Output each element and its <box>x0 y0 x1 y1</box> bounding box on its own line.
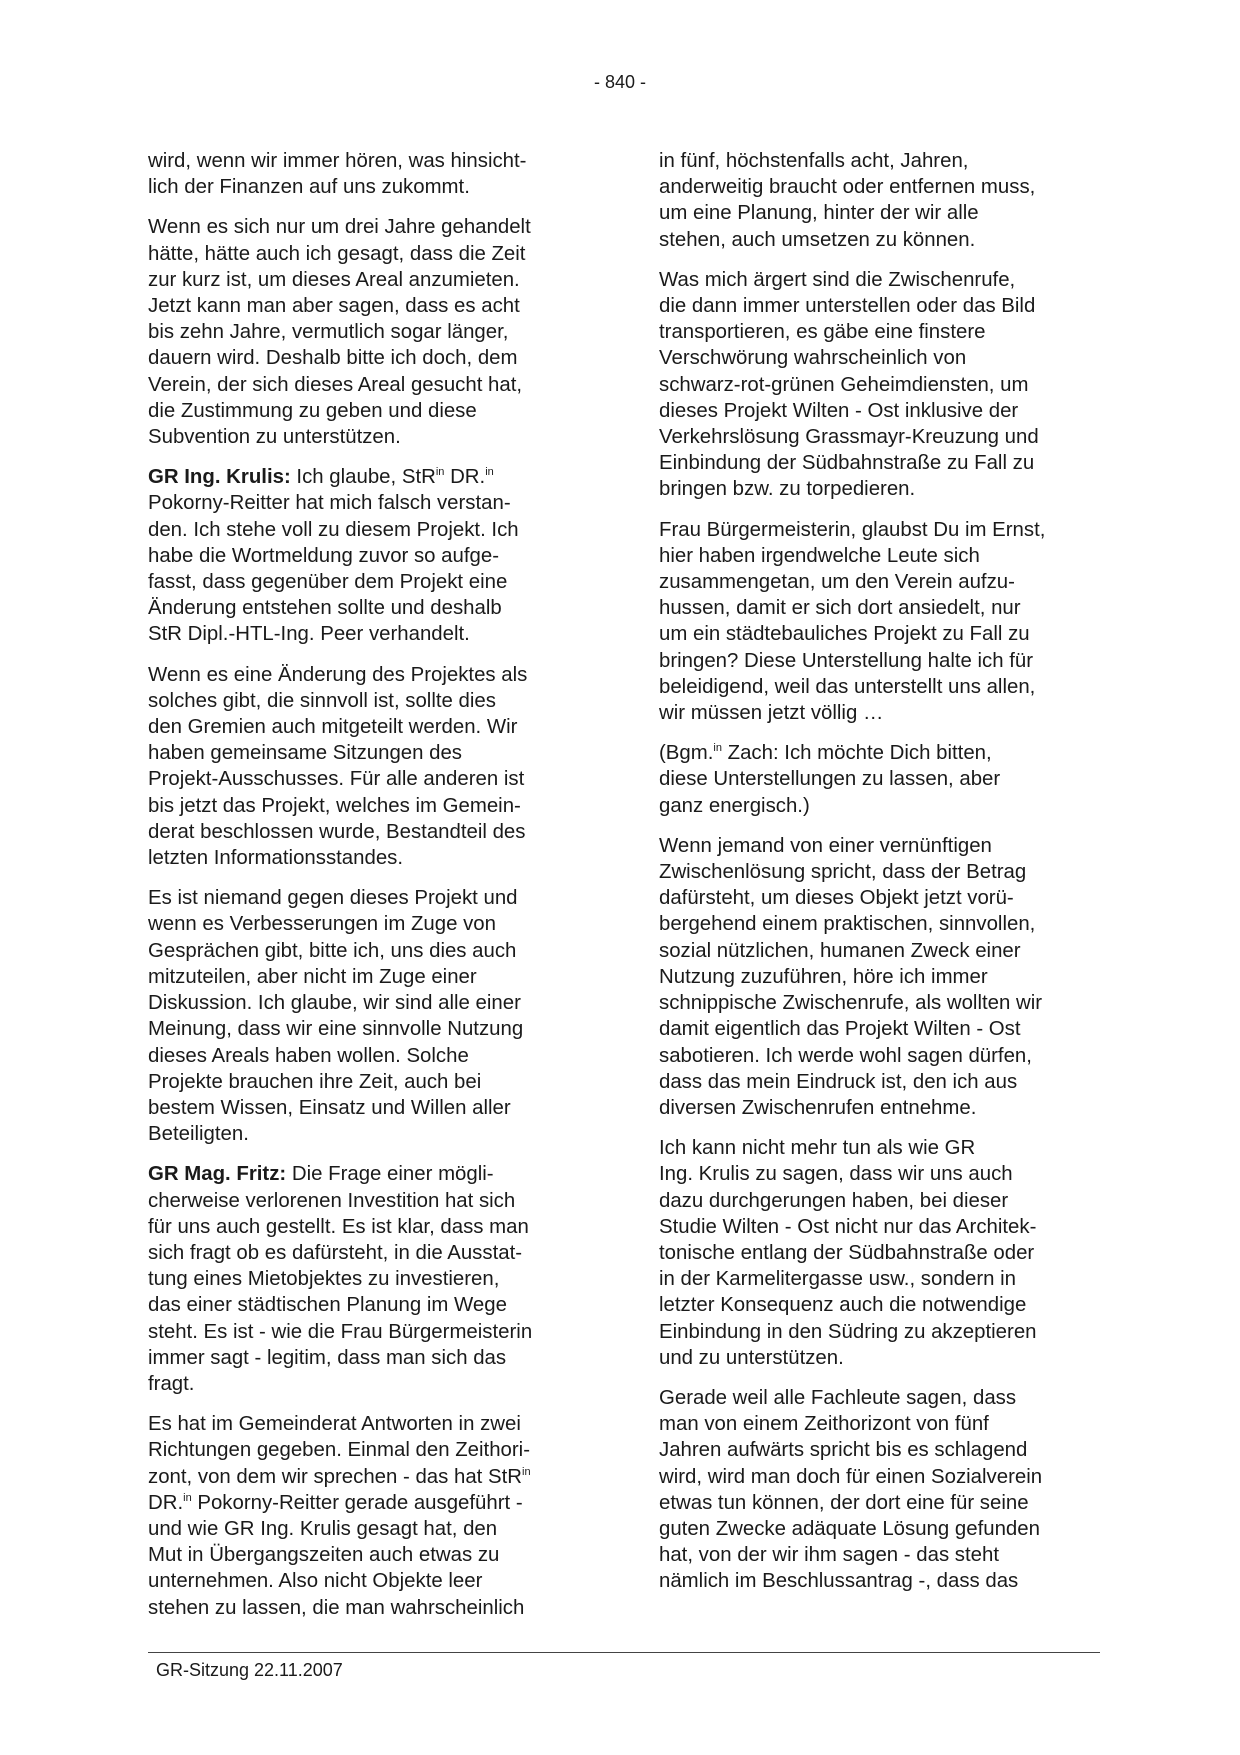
paragraph-line: bringen bzw. zu torpedieren. <box>659 478 916 501</box>
paragraph-line: unternehmen. Also nicht Objekte leer <box>148 1570 483 1593</box>
paragraph <box>148 885 588 1147</box>
paragraph-line: damit eigentlich das Projekt Wilten - Ost <box>659 1018 1021 1041</box>
paragraph <box>659 148 1099 253</box>
paragraph-line: Einbindung der Südbahnstraße zu Fall zu <box>659 452 1035 475</box>
paragraph-line: wenn es Verbesserungen im Zuge von <box>148 913 496 936</box>
paragraph-line: zont, von dem wir sprechen - das hat StR$^{in}$ <box>148 1465 531 1488</box>
paragraph-line: dass das mein Eindruck ist, den ich aus <box>659 1070 1018 1093</box>
paragraph <box>148 662 588 872</box>
paragraph-line: Wenn jemand von einer vernünftigen <box>659 834 992 857</box>
paragraph-line: und zu unterstützen. <box>659 1346 844 1369</box>
paragraph-line: dafürsteht, um dieses Objekt jetzt vorü- <box>659 887 1014 910</box>
paragraph-line: beleidigend, weil das unterstellt uns allen, <box>659 675 1036 698</box>
speaker-name: GR Ing. Krulis: <box>148 466 291 489</box>
paragraph <box>148 214 588 450</box>
paragraph-line: hier haben irgendwelche Leute sich <box>659 544 980 567</box>
paragraph-line: bis zehn Jahre, vermutlich sogar länger, <box>148 321 509 344</box>
paragraph-line: solches gibt, die sinnvoll ist, sollte dies <box>148 689 496 712</box>
paragraph-line: Jetzt kann man aber sagen, dass es acht <box>148 295 520 318</box>
paragraph-line: sich fragt ob es dafürsteht, in die Ausstat- <box>148 1241 523 1264</box>
paragraph-line: haben gemeinsame Sitzungen des <box>148 742 463 765</box>
paragraph-line: Projekte brauchen ihre Zeit, auch bei <box>148 1070 482 1093</box>
paragraph-line: dauern wird. Deshalb bitte ich doch, dem <box>148 347 518 370</box>
paragraph-line: nämlich im Beschlussantrag -, dass das <box>659 1570 1019 1593</box>
paragraph-line: etwas tun können, der dort eine für seine <box>659 1491 1029 1514</box>
paragraph-line: Projekt-Ausschusses. Für alle anderen ist <box>148 768 525 791</box>
paragraph <box>659 1135 1099 1371</box>
paragraph-line: dieses Projekt Wilten - Ost inklusive der <box>659 399 1019 422</box>
paragraph-line: fragt. <box>148 1372 195 1395</box>
paragraph-line: derat beschlossen wurde, Bestandteil des <box>148 820 526 843</box>
paragraph-line: Änderung entstehen sollte und deshalb <box>148 597 502 620</box>
paragraph-line: (Bgm.$^{in}$ Zach: Ich möchte Dich bitten, <box>659 742 992 765</box>
paragraph-line: dazu durchgerungen haben, bei dieser <box>659 1189 1009 1212</box>
paragraph-line: ganz energisch.) <box>659 794 810 817</box>
paragraph-line: Verein, der sich dieses Areal gesucht hat, <box>148 373 523 396</box>
paragraph-line: fasst, dass gegenüber dem Projekt eine <box>148 571 508 594</box>
paragraph-line: Subvention zu unterstützen. <box>148 426 401 449</box>
paragraph-line: sabotieren. Ich werde wohl sagen dürfen, <box>659 1044 1032 1067</box>
paragraph <box>659 833 1099 1121</box>
paragraph-line: letzten Informationsstandes. <box>148 847 404 870</box>
paragraph-line: bergehend einem praktischen, sinnvollen, <box>659 913 1036 936</box>
paragraph-line: Wenn es sich nur um drei Jahre gehandelt <box>148 216 531 239</box>
paragraph-line: schnippische Zwischenrufe, als wollten wir <box>659 992 1043 1015</box>
speech-krulis <box>148 464 588 647</box>
paragraph-line: dieses Areals haben wollen. Solche <box>148 1044 469 1067</box>
paragraph-line: wird, wenn wir immer hören, was hinsicht- <box>148 150 527 172</box>
paragraph-line: cherweise verlorenen Investition hat sich <box>148 1189 516 1212</box>
paragraph <box>659 1385 1099 1595</box>
footer-session-date: GR-Sitzung 22.11.2007 <box>156 1660 343 1680</box>
paragraph-line: GR Mag. Fritz: Die Frage einer mögli- <box>148 1163 494 1186</box>
paragraph-line: Verkehrslösung Grassmayr-Kreuzung und <box>659 426 1039 449</box>
paragraph-line: zusammengetan, um den Verein aufzu- <box>659 571 1015 594</box>
paragraph <box>148 1411 588 1621</box>
paragraph-line: um ein städtebauliches Projekt zu Fall zu <box>659 623 1030 646</box>
paragraph-line: in fünf, höchstenfalls acht, Jahren, <box>659 150 969 172</box>
paragraph-line: StR Dipl.-HTL-Ing. Peer verhandelt. <box>148 623 470 646</box>
paragraph-line: bis jetzt das Projekt, welches im Gemein- <box>148 794 521 817</box>
paragraph-line: Es hat im Gemeinderat Antworten in zwei <box>148 1413 521 1436</box>
paragraph-line: tung eines Mietobjektes zu investieren, <box>148 1268 500 1291</box>
paragraph-line: Pokorny-Reitter hat mich falsch verstan- <box>148 492 511 515</box>
paragraph-line: schwarz-rot-grünen Geheimdiensten, um <box>659 373 1029 396</box>
paragraph-line: Frau Bürgermeisterin, glaubst Du im Ernst, <box>659 518 1046 541</box>
paragraph-line: Zwischenlösung spricht, dass der Betrag <box>659 861 1027 884</box>
paragraph-line: den Gremien auch mitgeteilt werden. Wir <box>148 716 518 739</box>
paragraph-line: für uns auch gestellt. Es ist klar, dass man <box>148 1215 529 1238</box>
paragraph-line: Richtungen gegeben. Einmal den Zeithori- <box>148 1439 530 1462</box>
paragraph-line: um eine Planung, hinter der wir alle <box>659 202 979 225</box>
paragraph-line: anderweitig braucht oder entfernen muss, <box>659 176 1036 199</box>
paragraph-line: und wie GR Ing. Krulis gesagt hat, den <box>148 1517 498 1540</box>
paragraph-line: hätte, hätte auch ich gesagt, dass die Zeit <box>148 242 526 265</box>
paragraph-line: Gesprächen gibt, bitte ich, uns dies auch <box>148 939 517 962</box>
paragraph-line: Nutzung zuzuführen, höre ich immer <box>659 965 988 988</box>
paragraph-line: Ing. Krulis zu sagen, dass wir uns auch <box>659 1163 1013 1186</box>
paragraph-line: man von einem Zeithorizont von fünf <box>659 1413 989 1436</box>
paragraph-line: die dann immer unterstellen oder das Bild <box>659 295 1036 318</box>
paragraph-line: Jahren aufwärts spricht bis es schlagend <box>659 1439 1028 1462</box>
paragraph-line: DR.$^{in}$ Pokorny-Reitter gerade ausgeführt - <box>148 1491 523 1514</box>
paragraph-line: hussen, damit er sich dort ansiedelt, nur <box>659 597 1021 620</box>
paragraph-line: sozial nützlichen, humanen Zweck einer <box>659 939 1021 962</box>
paragraph-line: den. Ich stehe voll zu diesem Projekt. Ich <box>148 518 519 541</box>
paragraph-line: bringen? Diese Unterstellung halte ich für <box>659 649 1034 672</box>
paragraph-line: Wenn es eine Änderung des Projektes als <box>148 663 528 686</box>
speaker-name: GR Mag. Fritz: <box>148 1163 287 1186</box>
paragraph-line: das einer städtischen Planung im Wege <box>148 1294 507 1317</box>
paragraph-line: Mut in Übergangszeiten auch etwas zu <box>148 1544 500 1567</box>
page-number: - 840 - <box>593 72 647 92</box>
paragraph-line: in der Karmelitergasse usw., sondern in <box>659 1268 1017 1291</box>
paragraph-line: stehen zu lassen, die man wahrscheinlich <box>148 1596 525 1619</box>
paragraph-line: Es ist niemand gegen dieses Projekt und <box>148 887 518 910</box>
paragraph-line: GR Ing. Krulis: Ich glaube, StR$^{in}$ DR.$^{in}$ <box>148 466 494 489</box>
paragraph-line: Gerade weil alle Fachleute sagen, dass <box>659 1386 1017 1409</box>
speech-fritz <box>148 1161 588 1397</box>
paragraph-line: transportieren, es gäbe eine finstere <box>659 321 986 344</box>
paragraph-line: wir müssen jetzt völlig … <box>659 702 884 725</box>
left-column <box>148 148 588 1635</box>
paragraph-line: Einbindung in den Südring zu akzeptieren <box>659 1320 1037 1343</box>
paragraph-line: hat, von der wir ihm sagen - das steht <box>659 1544 1000 1567</box>
paragraph <box>659 517 1099 727</box>
footer-divider <box>148 1652 1100 1653</box>
paragraph <box>148 148 588 200</box>
paragraph-line: stehen, auch umsetzen zu können. <box>659 228 976 251</box>
paragraph-line: zur kurz ist, um dieses Areal anzumieten. <box>148 268 520 291</box>
paragraph-line: mitzuteilen, aber nicht im Zuge einer <box>148 965 477 988</box>
paragraph-line: diversen Zwischenrufen entnehme. <box>659 1096 977 1119</box>
paragraph-line: Studie Wilten - Ost nicht nur das Architek- <box>659 1215 1037 1238</box>
paragraph-line: wird, wird man doch für einen Sozialverein <box>659 1465 1043 1488</box>
paragraph-line: lich der Finanzen auf uns zukommt. <box>148 176 470 199</box>
paragraph-line: diese Unterstellungen zu lassen, aber <box>659 768 1001 791</box>
paragraph-line: Meinung, dass wir eine sinnvolle Nutzung <box>148 1018 524 1041</box>
paragraph-line: Verschwörung wahrscheinlich von <box>659 347 967 370</box>
paragraph-line: tonische entlang der Südbahnstraße oder <box>659 1241 1035 1264</box>
paragraph-line: steht. Es ist - wie die Frau Bürgermeisterin <box>148 1320 533 1343</box>
paragraph-line: letzter Konsequenz auch die notwendige <box>659 1294 1027 1317</box>
paragraph-line: die Zustimmung zu geben und diese <box>148 399 477 422</box>
paragraph-line: guten Zwecke adäquate Lösung gefunden <box>659 1517 1040 1540</box>
paragraph-line: immer sagt - legitim, dass man sich das <box>148 1346 507 1369</box>
paragraph-line: Beteiligten. <box>148 1123 249 1146</box>
paragraph <box>659 267 1099 503</box>
paragraph-line: Was mich ärgert sind die Zwischenrufe, <box>659 268 1016 291</box>
paragraph-line: Diskussion. Ich glaube, wir sind alle einer <box>148 992 521 1015</box>
paragraph-line: bestem Wissen, Einsatz und Willen aller <box>148 1096 511 1119</box>
right-column <box>659 148 1099 1609</box>
interjection-zach <box>659 740 1099 819</box>
paragraph-line: Ich kann nicht mehr tun als wie GR <box>659 1137 976 1160</box>
paragraph-line: habe die Wortmeldung zuvor so aufge- <box>148 544 500 567</box>
